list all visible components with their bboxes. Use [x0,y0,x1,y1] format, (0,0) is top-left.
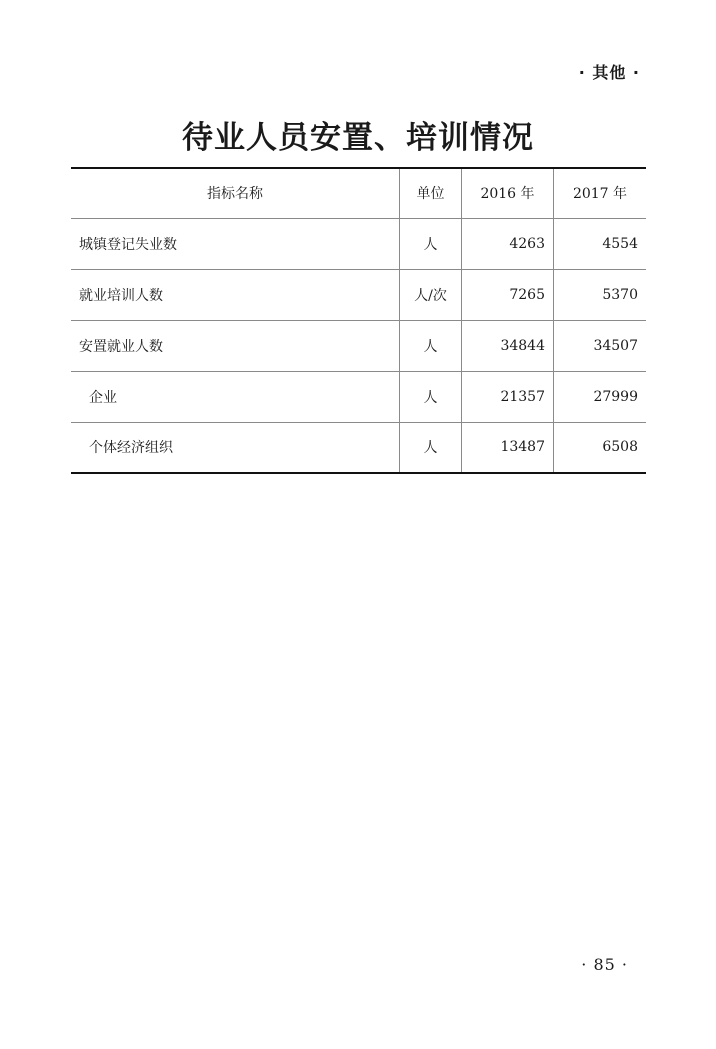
row-value-2016: 13487 [462,422,554,473]
table-row [71,371,646,422]
column-header-2017: 2017 年 [554,168,647,218]
table-row [71,218,646,269]
row-indicator-name-sub: 个体经济组织 [71,422,400,473]
row-value-2017: 6508 [554,422,647,473]
row-value-2017: 5370 [554,269,647,320]
row-value-2016: 21357 [462,371,554,422]
column-header-2016: 2016 年 [462,168,554,218]
page-number: · 85 · [581,955,628,974]
row-value-2017: 4554 [554,218,647,269]
section-header: · 其他 · [578,63,640,82]
row-indicator-name-sub: 企业 [71,371,400,422]
table-row [71,269,646,320]
table-header-row [71,168,646,218]
table-header [71,168,646,218]
row-unit: 人 [400,422,462,473]
row-indicator-name: 就业培训人数 [71,269,400,320]
row-unit: 人/次 [400,269,462,320]
page-title: 待业人员安置、培训情况 [182,120,534,156]
row-value-2016: 4263 [462,218,554,269]
row-indicator-name: 城镇登记失业数 [71,218,400,269]
row-value-2016: 7265 [462,269,554,320]
row-value-2017: 34507 [554,320,647,371]
table-row [71,320,646,371]
row-indicator-name: 安置就业人数 [71,320,400,371]
row-unit: 人 [400,320,462,371]
data-table [71,167,646,474]
row-unit: 人 [400,218,462,269]
table-row [71,422,646,473]
row-unit: 人 [400,371,462,422]
table-body [71,218,646,473]
column-header-indicator-name: 指标名称 [71,168,400,218]
row-value-2017: 27999 [554,371,647,422]
column-header-unit: 单位 [400,168,462,218]
row-value-2016: 34844 [462,320,554,371]
